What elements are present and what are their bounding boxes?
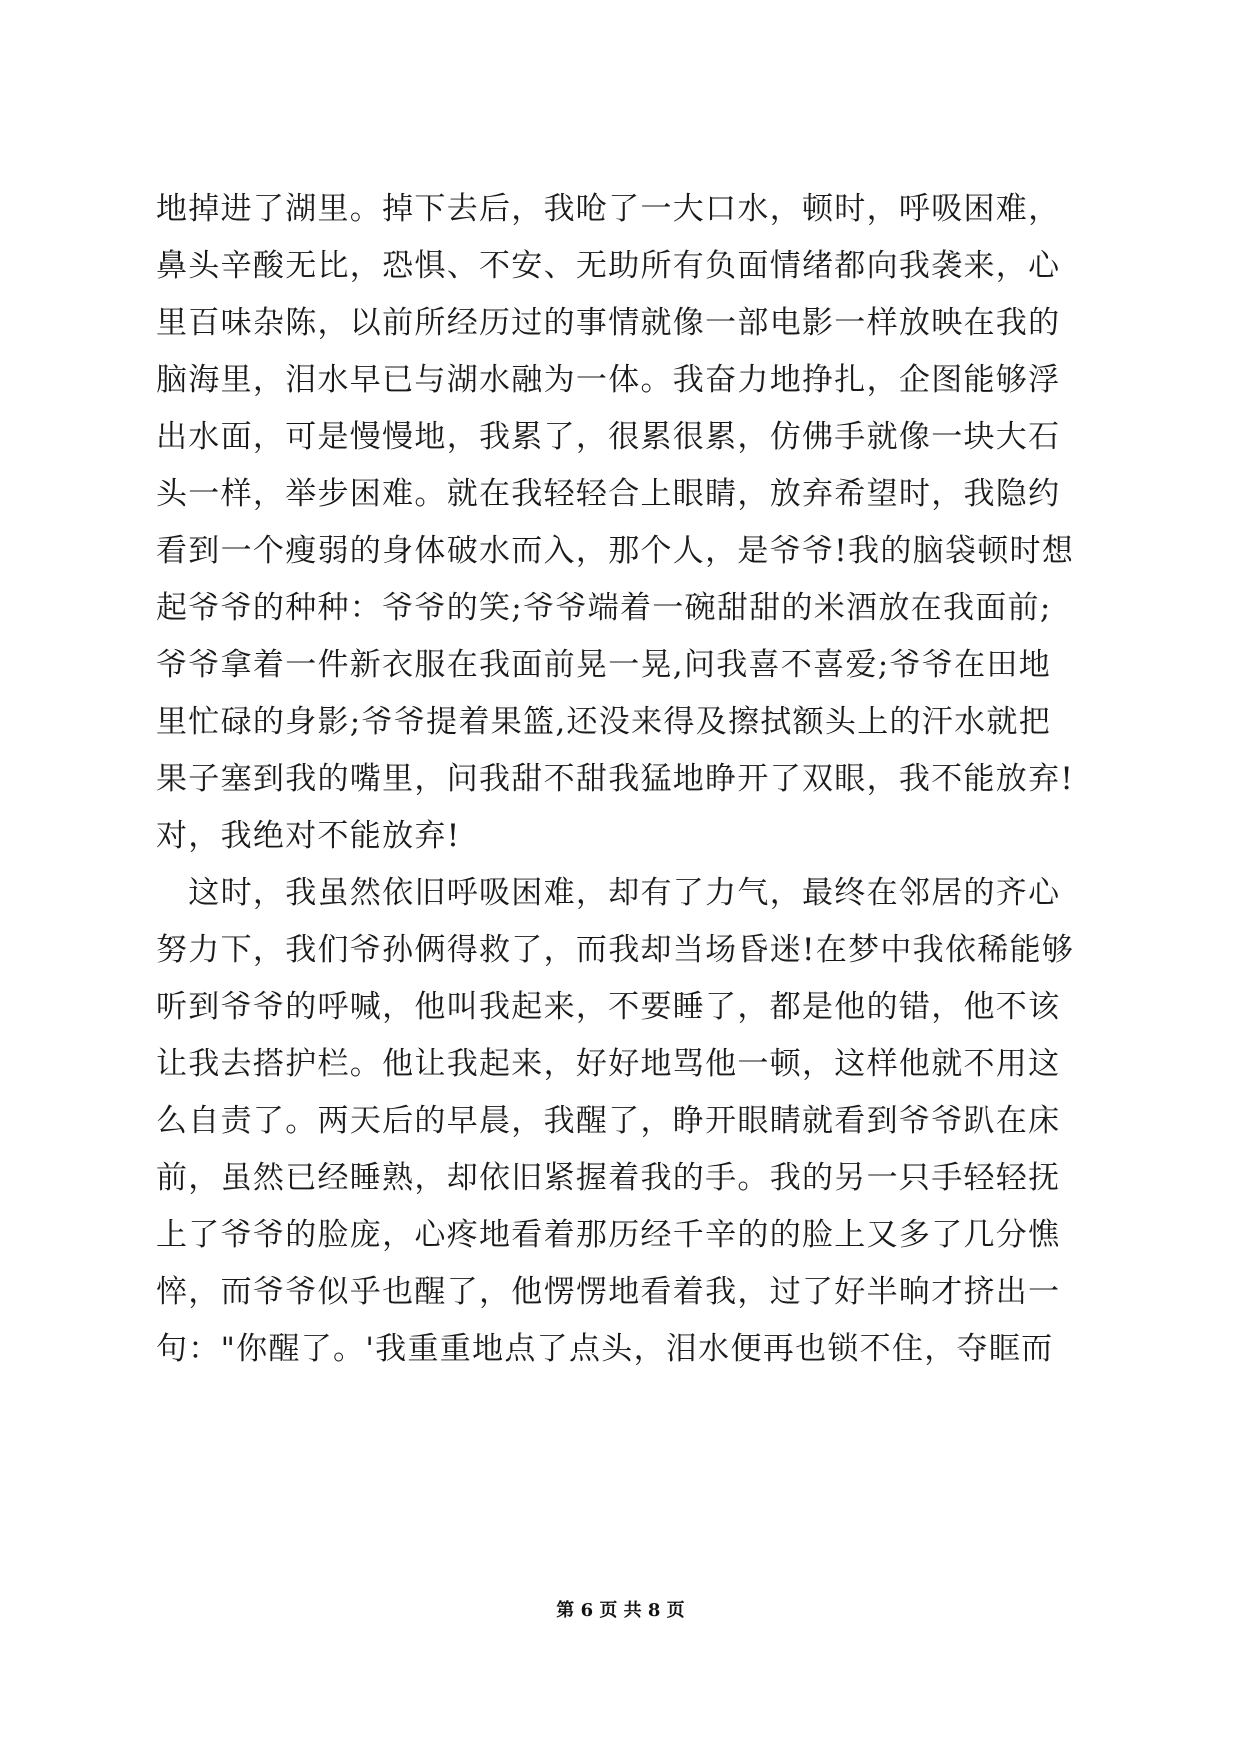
text-line: 果子塞到我的嘴里，问我甜不甜我猛地睁开了双眼，我不能放弃! (156, 761, 1075, 797)
text-line: 头一样，举步困难。就在我轻轻合上眼睛，放弃希望时，我隐约 (156, 476, 1061, 512)
text-line: 听到爷爷的呼喊，他叫我起来，不要睡了，都是他的错，他不该 (156, 989, 1061, 1025)
text-line: 上了爷爷的脸庞，心疼地看着那历经千辛的的脸上又多了几分憔 (156, 1217, 1061, 1253)
text-line: 前，虽然已经睡熟，却依旧紧握着我的手。我的另一只手轻轻抚 (156, 1160, 1061, 1196)
text-line: 努力下，我们爷孙俩得救了，而我却当场昏迷!在梦中我依稀能够 (156, 932, 1075, 968)
text-line: 鼻头辛酸无比，恐惧、不安、无助所有负面情绪都向我袭来，心 (156, 248, 1061, 284)
text-line: 这时，我虽然依旧呼吸困难，却有了力气，最终在邻居的齐心 (156, 875, 1061, 911)
text-line: 地掉进了湖里。掉下去后，我呛了一大口水，顿时，呼吸困难， (156, 191, 1061, 227)
text-line: 爷爷拿着一件新衣服在我面前晃一晃,问我喜不喜爱;爷爷在田地 (156, 647, 1051, 683)
text-line: 里百味杂陈，以前所经历过的事情就像一部电影一样放映在我的 (156, 305, 1061, 341)
text-line: 句："你醒了。'我重重地点了点头，泪水便再也锁不住，夺眶而 (156, 1331, 1054, 1367)
text-line: 对，我绝对不能放弃! (156, 818, 461, 854)
text-line: 里忙碌的身影;爷爷提着果篮,还没来得及擦拭额头上的汗水就把 (156, 704, 1051, 740)
text-line: 让我去搭护栏。他让我起来，好好地骂他一顿，这样他就不用这 (156, 1046, 1061, 1082)
text-line: 脑海里，泪水早已与湖水融为一体。我奋力地挣扎，企图能够浮 (156, 362, 1061, 398)
text-line: 么自责了。两天后的早晨，我醒了，睁开眼睛就看到爷爷趴在床 (156, 1103, 1061, 1139)
page-number-footer: 第 6 页 共 8 页 (556, 1600, 685, 1621)
text-line: 起爷爷的种种：爷爷的笑;爷爷端着一碗甜甜的米酒放在我面前; (156, 590, 1052, 626)
text-line: 出水面，可是慢慢地，我累了，很累很累，仿佛手就像一块大石 (156, 419, 1061, 455)
text-line: 看到一个瘦弱的身体破水而入，那个人，是爷爷!我的脑袋顿时想 (156, 533, 1075, 569)
text-line: 悴，而爷爷似乎也醒了，他愣愣地看着我，过了好半晌才挤出一 (156, 1274, 1061, 1310)
